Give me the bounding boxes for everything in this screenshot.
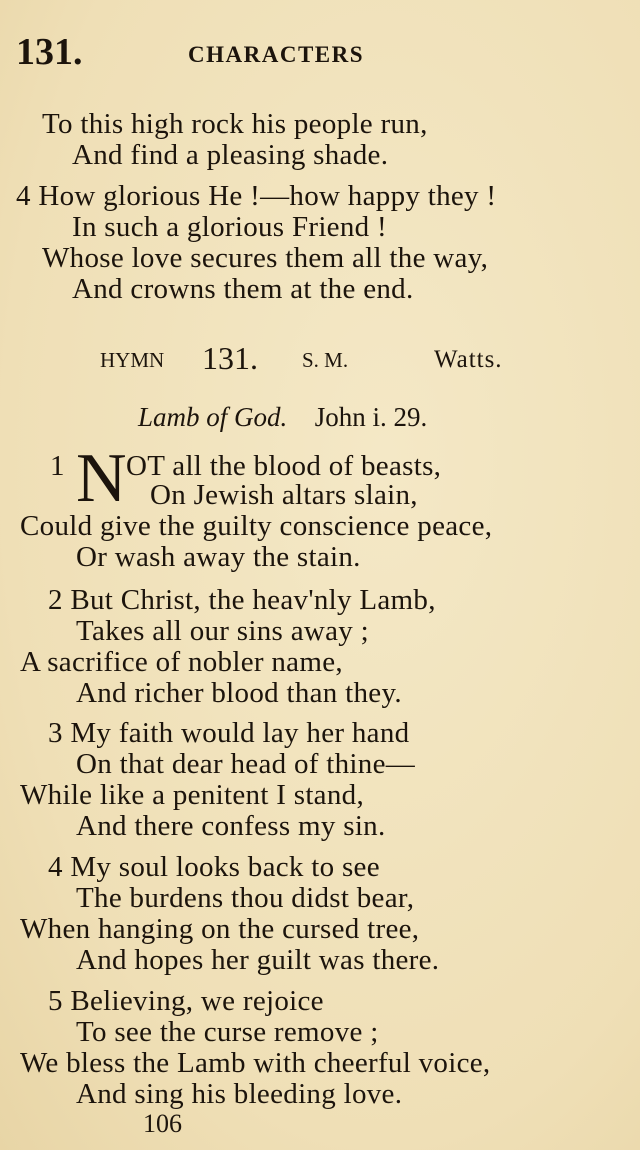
- hymn-meter: S. M.: [302, 348, 349, 372]
- prev-hymn-line: Whose love secures them all the way,: [42, 242, 489, 274]
- verse-line: A sacrifice of nobler name,: [20, 646, 343, 678]
- verse-line: OT all the blood of beasts,: [126, 450, 442, 482]
- verse-line: We bless the Lamb with cheerful voice,: [20, 1047, 491, 1079]
- running-title: CHARACTERS: [188, 42, 365, 67]
- verse-line: And sing his bleeding love.: [76, 1078, 403, 1110]
- hymn-author: Watts.: [434, 346, 503, 373]
- prev-hymn-line: In such a glorious Friend !: [72, 211, 387, 243]
- verse-line: Or wash away the stain.: [76, 541, 361, 573]
- verse-line: The burdens thou didst bear,: [76, 882, 415, 914]
- hymn-subtitle-title: Lamb of God.: [138, 402, 288, 432]
- verse-line: Takes all our sins away ;: [76, 615, 369, 647]
- page-header-number: 131.: [16, 31, 83, 73]
- scripture-reference: John i. 29.: [314, 402, 428, 432]
- verse-line: When hanging on the cursed tree,: [20, 913, 420, 945]
- hymn-number: 131.: [202, 340, 258, 376]
- hymn-heading: [100, 340, 560, 380]
- verse-line: 3 My faith would lay her hand: [48, 717, 410, 749]
- verse-line: While like a penitent I stand,: [20, 779, 365, 811]
- prev-hymn-line: To this high rock his people run,: [42, 108, 428, 140]
- verse-line: 2 But Christ, the heav'nly Lamb,: [48, 584, 436, 616]
- folio-number: 106: [143, 1109, 182, 1138]
- verse-number: 1: [50, 450, 65, 482]
- verse-line: And hopes her guilt was there.: [76, 944, 440, 976]
- hymn-subtitle: [138, 400, 427, 434]
- prev-hymn-line: And crowns them at the end.: [72, 273, 414, 305]
- verse-line: To see the curse remove ;: [76, 1016, 379, 1048]
- verse-line: On that dear head of thine—: [76, 748, 416, 780]
- verse-line: 5 Believing, we rejoice: [48, 985, 324, 1017]
- hymn-label: HYMN: [100, 348, 165, 372]
- drop-cap: N: [76, 440, 127, 517]
- verse-line: 4 My soul looks back to see: [48, 851, 380, 883]
- prev-hymn-line: And find a pleasing shade.: [72, 139, 389, 171]
- verse-line: Could give the guilty conscience peace,: [20, 510, 493, 542]
- verse-line: And there confess my sin.: [76, 810, 386, 842]
- verse-line: And richer blood than they.: [76, 677, 402, 709]
- prev-hymn-line: 4 How glorious He !—how happy they !: [16, 180, 497, 212]
- verse-line: On Jewish altars slain,: [150, 479, 418, 511]
